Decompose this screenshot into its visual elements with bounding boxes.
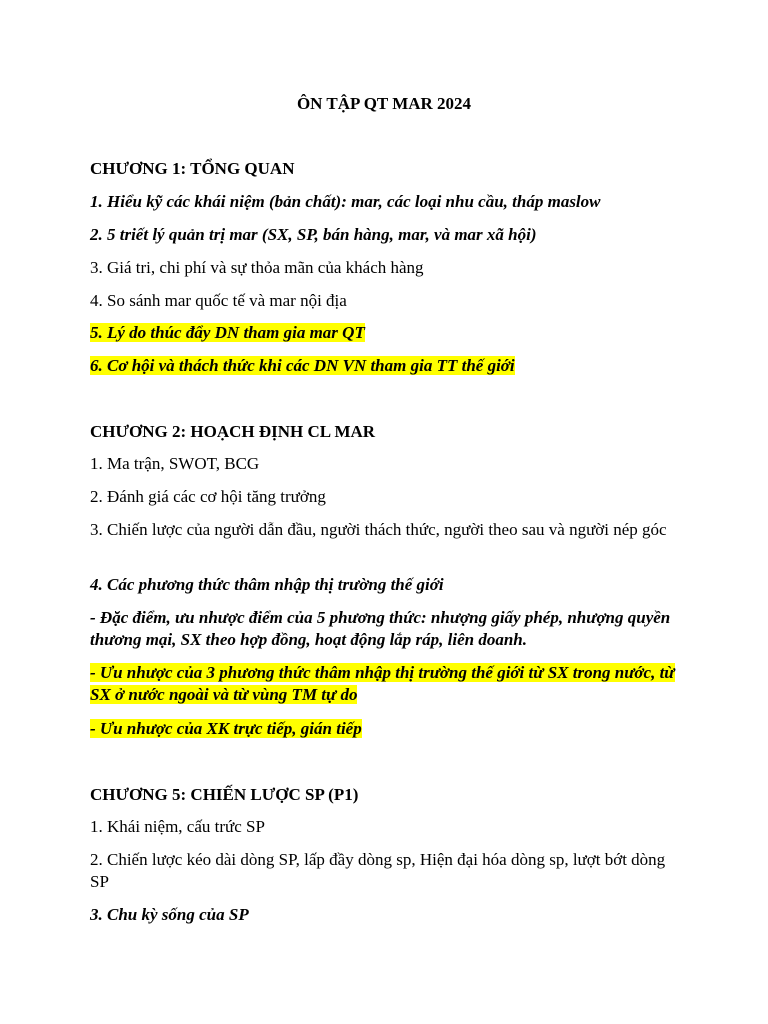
chapter-1-item-4: 4. So sánh mar quốc tế và mar nội địa xyxy=(90,291,347,310)
chapter-2-item-4: 4. Các phương thức thâm nhập thị trường thế giới xyxy=(90,575,444,594)
chapter-2-subitem-2-wrapper xyxy=(90,662,690,706)
chapter-2-item-1: 1. Ma trận, SWOT, BCG xyxy=(90,454,260,473)
chapter-5-item-1: 1. Khái niệm, cấu trức SP xyxy=(90,817,265,836)
chapter-1-item-1: 1. Hiểu kỹ các khái niệm (bản chất): mar, các loại nhu cầu, tháp maslow xyxy=(90,192,601,211)
chapter-2-heading: CHƯƠNG 2: HOẠCH ĐỊNH CL MAR xyxy=(90,422,376,441)
chapter-2-item-2: 2. Đánh giá các cơ hội tăng trưởng xyxy=(90,487,326,506)
document-title: ÔN TẬP QT MAR 2024 xyxy=(296,94,472,113)
chapter-1-heading: CHƯƠNG 1: TỔNG QUAN xyxy=(90,159,295,178)
chapter-5-item-2: 2. Chiến lược kéo dài dòng SP, lấp đầy dòng sp, Hiện đại hóa dòng sp, lượt bớt dòng SP xyxy=(90,850,666,891)
chapter-1-item-6: 6. Cơ hội và thách thức khi các DN VN tham gia TT thế giới xyxy=(90,356,515,375)
chapter-1-item-3: 3. Giá tri, chi phí và sự thỏa mãn của khách hàng xyxy=(90,258,424,277)
chapter-1-item-2: 2. 5 triết lý quản trị mar (SX, SP, bán hàng, mar, và mar xã hội) xyxy=(90,225,537,244)
chapter-2-subitem-1: - Đặc điểm, ưu nhược điểm của 5 phương thức: nhượng giấy phép, nhượng quyền thương mại, SX theo hợp đồng, hoạt động lắp ráp, liên doanh. xyxy=(90,608,671,649)
chapter-2-subitem-3: - Ưu nhược của XK trực tiếp, gián tiếp xyxy=(90,719,362,738)
chapter-5-item-3: 3. Chu kỳ sống của SP xyxy=(90,905,249,924)
chapter-1-item-5-wrapper xyxy=(90,322,690,344)
chapter-1-item-5: 5. Lý do thúc đẩy DN tham gia mar QT xyxy=(90,323,365,342)
chapter-5-heading: CHƯƠNG 5: CHIẾN LƯỢC SP (P1) xyxy=(90,785,359,804)
chapter-2-subitem-3-wrapper xyxy=(90,718,690,740)
chapter-2-item-3: 3. Chiến lược của người dẫn đầu, người thách thức, người theo sau và người nép góc xyxy=(90,520,667,539)
chapter-1-item-6-wrapper xyxy=(90,355,690,377)
chapter-2-subitem-2: - Ưu nhược của 3 phương thức thâm nhập thị trường thế giới từ SX trong nước, từ SX ở nước ngoài và từ vùng TM tự do xyxy=(90,663,675,704)
